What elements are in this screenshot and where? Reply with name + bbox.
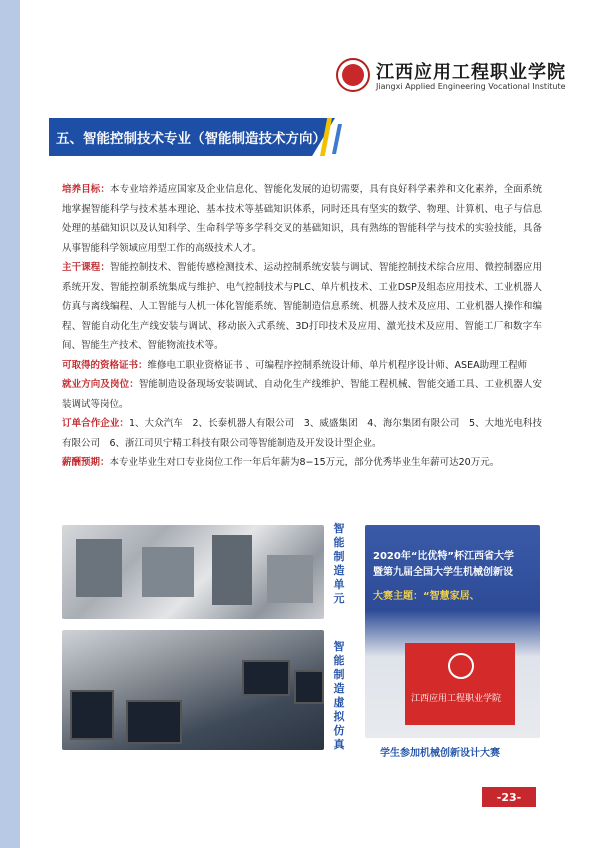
page-number: -23- — [482, 787, 536, 807]
school-name-cn: 江西应用工程职业学院 — [376, 62, 566, 83]
certificates-label: 可取得的资格证书： — [62, 359, 148, 371]
cooperation-paragraph — [62, 414, 542, 453]
employment-paragraph — [62, 375, 542, 414]
cooperation-label: 订单合作企业： — [62, 418, 129, 429]
program-description — [62, 180, 542, 473]
salary-paragraph — [62, 453, 542, 473]
monitor-shape — [242, 660, 290, 696]
training-goal-label: 培养目标： — [62, 184, 111, 195]
school-logo-emblem — [342, 64, 364, 86]
lab-photo-caption: 智能制造单元 — [333, 522, 345, 605]
monitor-shape — [294, 670, 324, 704]
machine-shape — [212, 535, 252, 605]
monitor-shape — [126, 700, 182, 744]
salary-label: 薪酬预期： — [62, 457, 110, 468]
machine-shape — [267, 555, 313, 603]
competition-photo — [365, 525, 540, 738]
competition-banner-line2: 暨第九届全国大学生机械创新设 — [373, 567, 513, 578]
training-goal-text: 本专业培养适应国家及企业信息化、智能化发展的迫切需要，具有良好科学素养和文化素养，全面系统地掌握智能科学与技术基本理论、基本技术等基础知识体系，同时还具有坚实的数学、物理、计算机、电子与信息处理的基础知识以及认知科学、生命科学等多学科交叉的基础知识，具有熟练的智能科学与技术的实验技能，具备从事智能科学领域应用型工作的高级技术人才。 — [62, 184, 542, 254]
simulation-photo — [62, 630, 324, 750]
certificates-text: 维修电工职业资格证书 、可编程序控制系统设计师、单片机程序设计师、ASEA助理工程师 — [147, 359, 528, 371]
main-courses-label: 主干课程： — [62, 262, 111, 273]
school-flag — [405, 643, 515, 725]
training-goal-paragraph — [62, 180, 542, 258]
flag-text: 江西应用工程职业学院 — [411, 694, 502, 704]
competition-banner-line1: 2020年“比优特”杯江西省大学 — [373, 551, 514, 562]
simulation-photo-caption: 智能制造虚拟仿真 — [333, 640, 345, 751]
banner-accent-blue — [332, 124, 342, 154]
competition-theme-line: 大赛主题：“智慧家居、 — [373, 591, 480, 602]
lab-photo — [62, 525, 324, 619]
flag-emblem-icon — [448, 653, 474, 679]
certificates-paragraph — [62, 356, 542, 376]
school-name-en: Jiangxi Applied Engineering Vocational Institute — [376, 82, 566, 91]
machine-shape — [142, 547, 194, 597]
salary-text: 本专业毕业生对口专业岗位工作一年后年薪为8−15万元，部分优秀毕业生年薪可达20万元。 — [109, 457, 500, 468]
main-courses-paragraph — [62, 258, 542, 356]
section-title: 五、智能控制技术专业（智能制造技术方向） — [56, 131, 326, 147]
left-decorative-strip — [0, 0, 20, 848]
employment-text: 智能制造设备现场安装调试、自动化生产线维护、智能工程机械、智能交通工具、工业机器人安装调试等岗位。 — [62, 379, 542, 410]
monitor-shape — [70, 690, 114, 740]
employment-label: 就业方向及岗位： — [62, 379, 139, 390]
school-logo-icon — [336, 58, 370, 92]
machine-shape — [76, 539, 122, 597]
cooperation-text: 1、大众汽车 2、长泰机器人有限公司 3、威盛集团 4、海尔集团有限公司 5、大地光电科技有限公司 6、浙江司贝宁精工科技有限公司等智能制造及开发设计型企业。 — [62, 418, 542, 449]
main-courses-text: 智能控制技术、智能传感检测技术、运动控制系统安装与调试、智能控制技术综合应用、微控制器应用系统开发、智能控制系统集成与维护、电气控制技术与PLC、单片机技术、工业DSP及组态应用技术、工业机器人仿真与离线编程、人工智能与人机一体化智能系统、智能制造信息系统、机器人技术及应用、工业机器人操作和编程、智能自动化生产线安装与调试、移动嵌入式系统、3D打印技术及应用、激光技术及应用、智能工厂和数字车间、智能生产技术、智能物流技术等。 — [62, 262, 542, 351]
competition-caption: 学生参加机械创新设计大赛 — [380, 748, 500, 759]
